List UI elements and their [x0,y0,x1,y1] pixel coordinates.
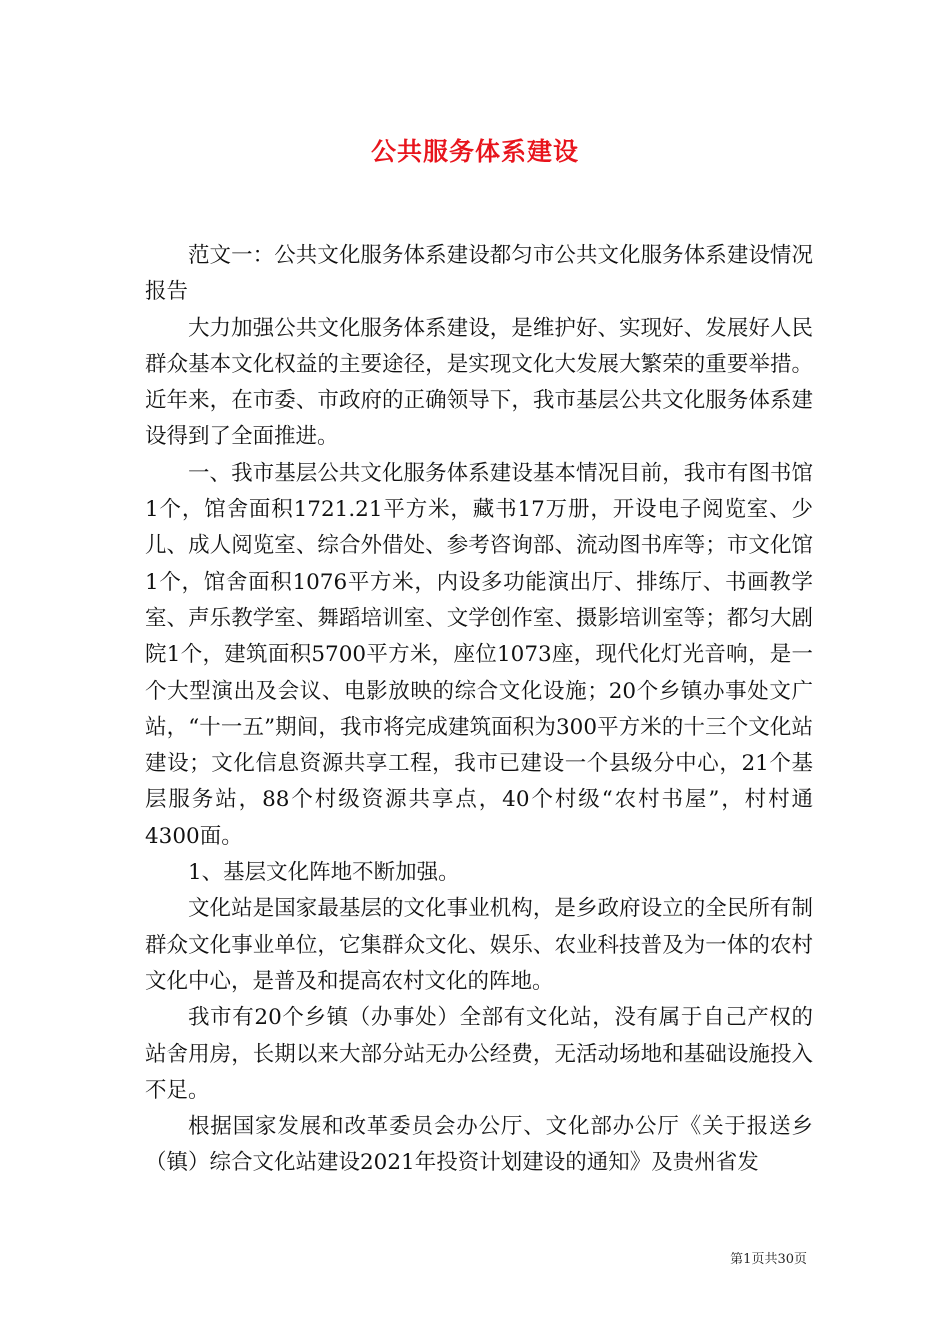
paragraph: 根据国家发展和改革委员会办公厅、文化部办公厅《关于报送乡（镇）综合文化站建设2021年投资计划建设的通知》及贵州省发 [145,1114,813,1176]
document-title: 公共服务体系建设 [370,137,579,166]
document-body [145,238,813,1182]
paragraph-heading: 范文一：公共文化服务体系建设都匀市公共文化服务体系建设情况报告 [145,243,813,305]
page-number-footer: 第1页共30页 [730,1252,807,1267]
paragraph: 大力加强公共文化服务体系建设，是维护好、实现好、发展好人民群众基本文化权益的主要途径，是实现文化大发展大繁荣的重要举措。近年来，在市委、市政府的正确领导下，我市基层公共文化服务体系建设得到了全面推进。 [145,315,813,450]
paragraph: 我市有20个乡镇（办事处）全部有文化站，没有属于自己产权的站舍用房，长期以来大部分站无办公经费，无活动场地和基础设施投入不足。 [145,1005,813,1103]
paragraph: 1、基层文化阵地不断加强。 [188,860,460,886]
paragraph: 文化站是国家最基层的文化事业机构，是乡政府设立的全民所有制群众文化事业单位，它集群众文化、娱乐、农业科技普及为一体的农村文化中心，是普及和提高农村文化的阵地。 [145,896,813,994]
paragraph: 一、我市基层公共文化服务体系建设基本情况目前，我市有图书馆1个，馆舍面积1721.21平方米，藏书17万册，开设电子阅览室、少儿、成人阅览室、综合外借处、参考咨询部、流动图书库等；市文化馆1个，馆舍面积1076平方米，内设多功能演出厅、排练厅、书画教学室、声乐教学室、舞蹈培训室、文学创作室、摄影培训室等；都匀大剧院1个，建筑面积5700平方米，座位1073座，现代化灯光音响，是一个大型演出及会议、电影放映的综合文化设施；20个乡镇办事处文广站，“十一五”期间，我市将完成建筑面积为300平方米的十三个文化站建设；文化信息资源共享工程，我市已建设一个县级分中心，21个基层服务站，88个村级资源共享点，40个村级“农村书屋”，村村通4300面。 [145,460,813,849]
